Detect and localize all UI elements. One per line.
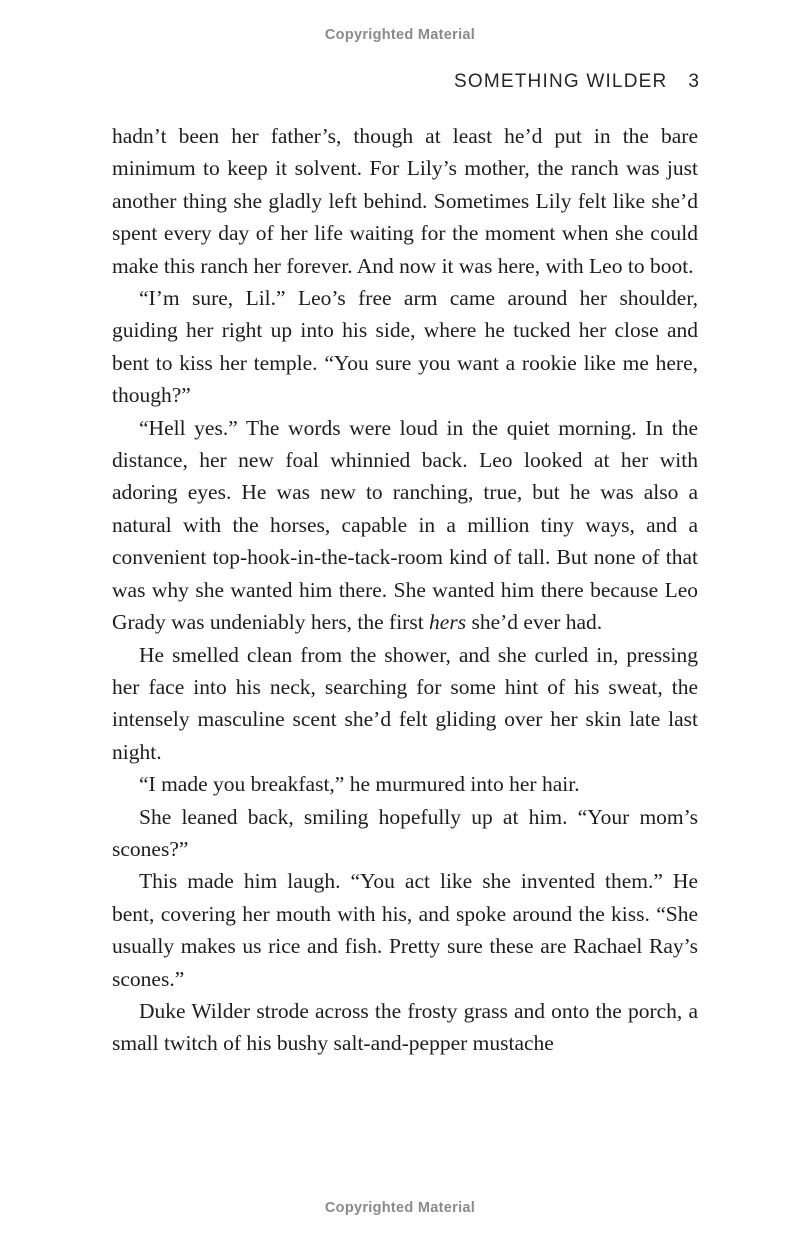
paragraph-6: She leaned back, smiling hopefully up at him. “Your mom’s scones?” bbox=[112, 804, 698, 861]
page-text bbox=[112, 120, 698, 1060]
paragraph-4: He smelled clean from the shower, and she curled in, pressing her face into his neck, searching for some hint of his sweat, the intensely masculine scent she’d felt gliding over her skin late last night. bbox=[112, 642, 698, 764]
paragraph-7: This made him laugh. “You act like she invented them.” He bent, covering her mouth with his, and spoke around the kiss. “She usually makes us rice and fish. Pretty sure these are Rachael Ray’s scones.” bbox=[112, 869, 698, 991]
paragraph-3-text-after: she’d ever had. bbox=[466, 610, 603, 635]
book-title: SOMETHING WILDER bbox=[453, 71, 668, 92]
paragraph-2: “I’m sure, Lil.” Leo’s free arm came around her shoulder, guiding her right up into his side, where he tucked her close and bent to kiss her temple. “You sure you want a rookie like me here, though?” bbox=[112, 286, 698, 408]
copyright-notice-top: Copyrighted Material bbox=[324, 27, 476, 43]
paragraph-3-text-before: “Hell yes.” The words were loud in the quiet morning. In the distance, her new foal whinnied back. Leo looked at her with adoring eyes. He was new to ranching, true, but he was also a natural with the horses, capable in a million tiny ways, and a convenient top-hook-in-the-tack-room kind of tall. But none of that was why she wanted him there. She wanted him there because Leo Grady was undeniably hers, the first bbox=[112, 415, 698, 635]
copyright-notice-bottom: Copyrighted Material bbox=[324, 1200, 476, 1216]
paragraph-3 bbox=[112, 412, 698, 639]
italic-word-hers: hers bbox=[429, 610, 467, 635]
paragraph-5: “I made you breakfast,” he murmured into her hair. bbox=[139, 772, 580, 797]
paragraph-1: hadn’t been her father’s, though at least he’d put in the bare minimum to keep it solvent. For Lily’s mother, the ranch was just another thing she gladly left behind. Sometimes Lily felt like she’d spent every day of her life waiting for the moment when she could make this ranch her forever. And now it was here, with Leo to boot. bbox=[112, 124, 698, 278]
paragraph-8: Duke Wilder strode across the frosty grass and onto the porch, a small twitch of his bushy salt-and-pepper mustache bbox=[112, 998, 698, 1056]
running-header bbox=[454, 71, 699, 93]
page-number: 3 bbox=[688, 71, 699, 92]
